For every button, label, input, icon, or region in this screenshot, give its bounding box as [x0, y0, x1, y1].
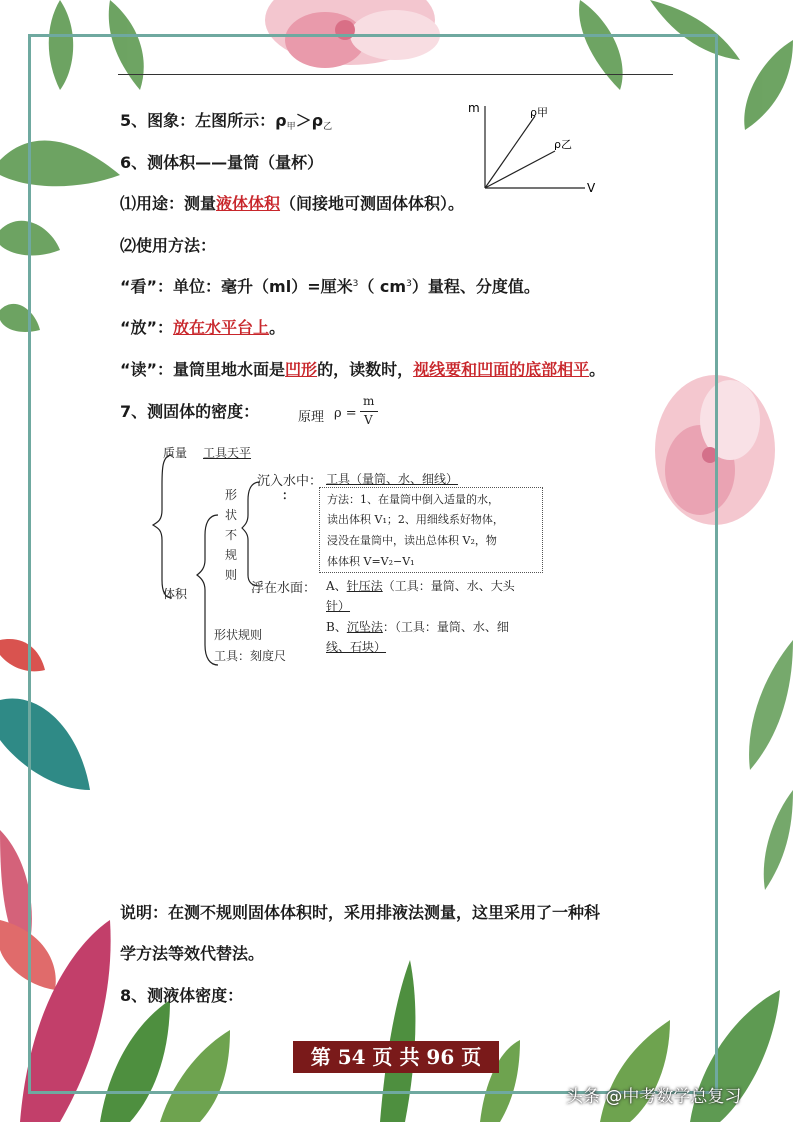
sink-method-line-2: 读出体积 V₁；2、用细线系好物体，	[327, 513, 504, 526]
header-rule	[118, 74, 673, 75]
place-highlight: 放在水平台上	[173, 318, 270, 337]
look-sup-2: 3	[406, 279, 412, 289]
read-mid: 的，读数时，	[317, 360, 414, 379]
tree-mass: 质量	[163, 446, 188, 460]
note-line-2: 学方法等效代替法。	[120, 944, 265, 963]
irregular-char-4: 规	[225, 548, 238, 562]
item-5-line	[120, 108, 332, 132]
sink-method-line-1: 方法：1、在量筒中倒入适量的水，	[327, 493, 499, 506]
float-a	[326, 577, 515, 594]
irregular-char-3: 不	[225, 528, 238, 542]
graph-y-label: m	[468, 101, 480, 115]
tree-mass-tool: 工具天平	[203, 446, 252, 460]
float-a-tool-2: 针）	[326, 599, 351, 613]
use-suffix: （间接地可测固体体积）。	[280, 194, 465, 213]
read-line	[120, 357, 605, 380]
graph-line-yi	[485, 151, 555, 188]
item-7-line: 7、测固体的密度：	[120, 402, 260, 421]
graph-label-yi: ρ乙	[554, 138, 572, 151]
look-line	[120, 274, 540, 297]
item-8-line: 8、测液体密度：	[120, 986, 244, 1005]
tree-brackets	[150, 440, 270, 680]
tree-regular-tool: 工具：刻度尺	[214, 649, 287, 663]
fraction-bar	[360, 411, 378, 412]
use-line	[120, 191, 464, 214]
principle-label: 原理	[298, 410, 325, 425]
look-prefix: “看”：单位：毫升（ml）=厘米	[120, 277, 353, 296]
watermark: 头条 @中考数学总复习	[566, 1087, 742, 1107]
method-line: ⑵使用方法：	[120, 236, 217, 255]
read-highlight-1: 凹形	[285, 360, 318, 379]
place-suffix: 。	[269, 318, 286, 337]
look-sup-1: 3	[352, 279, 359, 289]
note-line-1: 说明：在测不规则固体体积时，采用排液法测量，这里采用了一种科	[120, 903, 601, 922]
sink-method-line-4: 体体积 V=V₂−V₁	[327, 555, 415, 568]
principle-rho: ρ =	[334, 406, 357, 421]
density-graph	[460, 96, 600, 196]
tree-float: 浮在水面：	[251, 581, 317, 596]
use-highlight: 液体体积	[216, 194, 281, 213]
graph-x-label: V	[587, 181, 596, 195]
item-5-gt: ＞ρ	[295, 111, 324, 130]
irregular-char-5: 则	[225, 568, 238, 582]
item-5-sub-jia: 甲	[286, 122, 296, 132]
look-suffix: ）量程、分度值。	[411, 277, 540, 296]
float-b	[326, 618, 509, 635]
float-a-prefix: A、	[326, 579, 347, 593]
principle-denominator: V	[364, 413, 373, 427]
read-highlight-2: 视线要和凹面的底部相平	[413, 360, 590, 379]
irregular-char-2: 状	[225, 508, 238, 522]
item-5-sub-yi: 乙	[323, 122, 333, 132]
float-a-name: 针压法	[346, 579, 383, 593]
place-line	[120, 315, 285, 338]
principle-numerator: m	[363, 394, 375, 408]
read-prefix: “读”：量筒里地水面是	[120, 360, 286, 379]
sink-method-line-3: 浸没在量筒中，读出总体积 V₂，物	[327, 534, 497, 547]
place-prefix: “放”：	[120, 318, 174, 337]
look-mid: （ cm	[358, 277, 407, 296]
tree-volume: 体积	[163, 587, 188, 601]
irregular-char-1: 形	[225, 488, 238, 502]
item-6-line: 6、测体积——量筒（量杯）	[120, 153, 324, 172]
float-b-tool-2: 线、石块）	[326, 640, 387, 654]
float-b-prefix: B、	[326, 620, 347, 634]
tree-sink: 沉入水中：	[257, 474, 323, 489]
graph-line-jia	[485, 116, 535, 188]
float-b-name: 沉坠法	[346, 620, 383, 634]
use-prefix: ⑴用途：测量	[120, 194, 217, 213]
tree-regular: 形状规则	[214, 628, 263, 642]
page-number: 第 54 页 共 96 页	[293, 1041, 499, 1073]
tree-colon: ：	[282, 488, 295, 502]
graph-label-jia: ρ甲	[530, 106, 548, 119]
tree-sink-tool: 工具（量筒、水、细线）	[326, 472, 459, 486]
item-5-text: 5、图象：左图所示：ρ	[120, 111, 287, 130]
float-b-tool: ：（工具：量筒、水、细	[382, 620, 509, 634]
float-a-tool: （工具：量筒、水、大头	[382, 579, 515, 593]
read-suffix: 。	[589, 360, 606, 379]
